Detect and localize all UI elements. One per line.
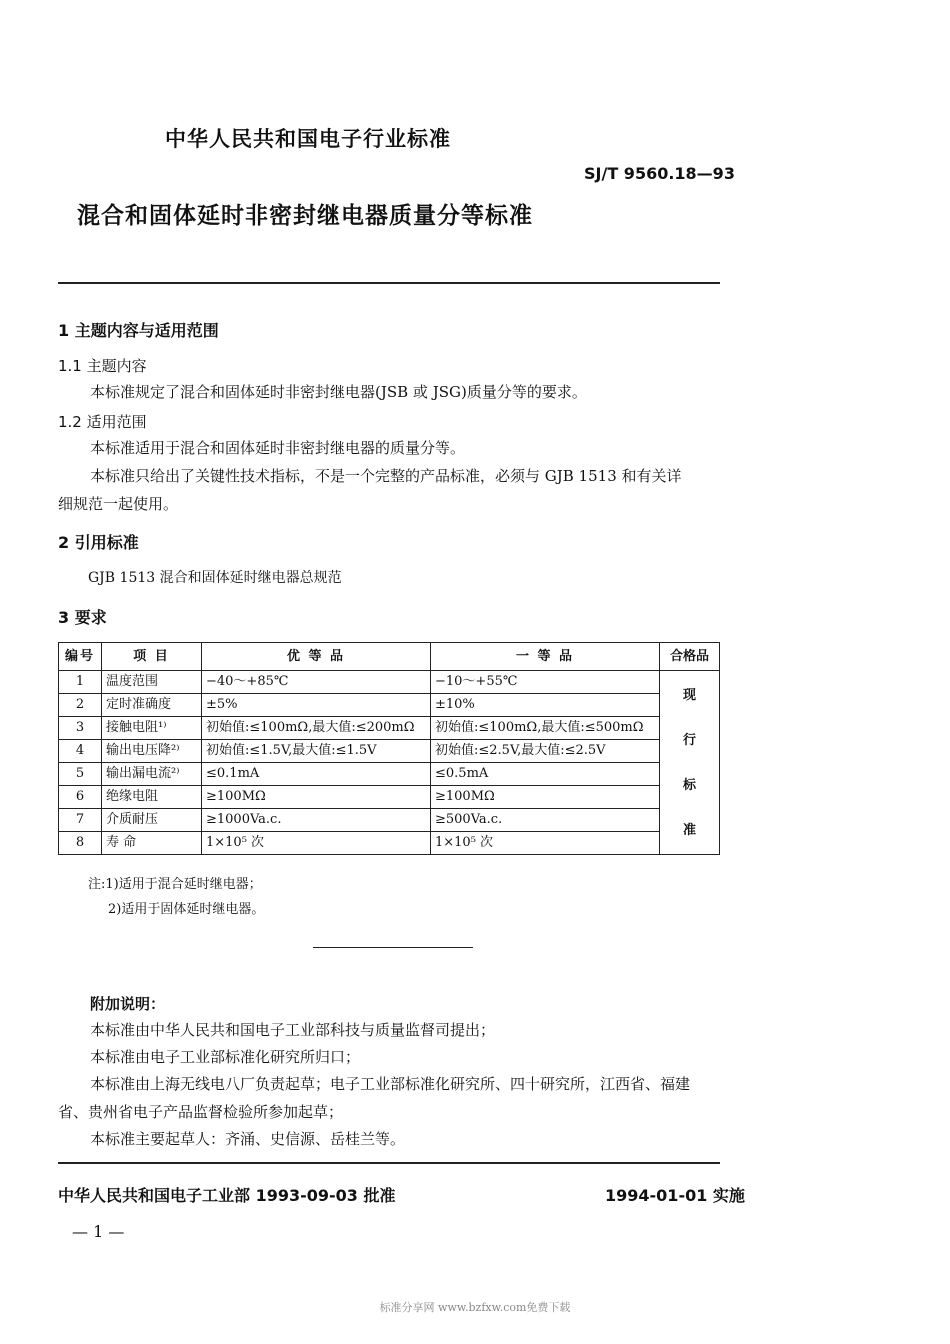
- qualified-char: 行: [682, 732, 696, 748]
- cell-first: ±10%: [431, 694, 660, 717]
- cell-item: 定时准确度: [102, 694, 202, 717]
- section-1-2-heading: 1.2 适用范围: [58, 413, 147, 431]
- header-first-grade: 一 等 品: [431, 643, 660, 671]
- header-premium-grade: 优 等 品: [202, 643, 431, 671]
- additional-notes-title: 附加说明：: [90, 995, 166, 1013]
- cell-premium: 初始值:≤100mΩ,最大值:≤200mΩ: [202, 717, 431, 740]
- effective-date: 1994-01-01 实施: [605, 1186, 745, 1205]
- table-header-row: [59, 643, 720, 671]
- qualified-char: 标: [682, 777, 696, 793]
- cell-first: ≥100MΩ: [431, 786, 660, 809]
- document-title: 混合和固体延时非密封继电器质量分等标准: [77, 203, 533, 229]
- section-3-heading: 3 要求: [58, 608, 107, 627]
- cell-qualified-current-standard: [660, 671, 720, 855]
- table-row: [59, 694, 720, 717]
- cell-first: −10～+55℃: [431, 671, 660, 694]
- cell-number: 6: [59, 786, 102, 809]
- cell-number: 4: [59, 740, 102, 763]
- table-note-1: 注:1)适用于混合延时继电器；: [88, 877, 262, 892]
- additional-line-1: 本标准由中华人民共和国电子工业部科技与质量监督司提出；: [90, 1021, 496, 1039]
- table-row: [59, 740, 720, 763]
- watermark-text: 标准分享网 www.bzfxw.com免费下载: [379, 1301, 571, 1314]
- table-note-2: 2)适用于固体延时继电器。: [108, 902, 265, 917]
- cell-premium: ±5%: [202, 694, 431, 717]
- cell-number: 1: [59, 671, 102, 694]
- approval-date: 中华人民共和国电子工业部 1993-09-03 批准: [58, 1186, 396, 1205]
- section-1-2-text-b: 本标准只给出了关键性技术指标，不是一个完整的产品标准，必须与 GJB 1513 和有关详: [90, 467, 682, 485]
- table-row: [59, 786, 720, 809]
- cell-premium: 初始值:≤1.5V,最大值:≤1.5V: [202, 740, 431, 763]
- page-number: — 1 —: [72, 1222, 125, 1241]
- header-item: 项 目: [102, 643, 202, 671]
- cell-item: 输出电压降²⁾: [102, 740, 202, 763]
- table-row: [59, 763, 720, 786]
- cell-item: 温度范围: [102, 671, 202, 694]
- standard-category-title: 中华人民共和国电子行业标准: [165, 127, 451, 151]
- cell-premium: −40～+85℃: [202, 671, 431, 694]
- additional-line-4: 本标准主要起草人：齐涌、史信源、岳桂兰等。: [90, 1130, 406, 1148]
- additional-line-3b: 省、贵州省电子产品监督检验所参加起草；: [58, 1103, 344, 1121]
- table-row: [59, 832, 720, 855]
- cell-premium: ≥100MΩ: [202, 786, 431, 809]
- requirements-table: [58, 642, 720, 855]
- section-1-1-text: 本标准规定了混合和固体延时非密封继电器(JSB 或 JSG)质量分等的要求。: [90, 383, 587, 401]
- table-row: [59, 671, 720, 694]
- section-1-heading: 1 主题内容与适用范围: [58, 321, 219, 340]
- section-end-divider: [313, 947, 473, 948]
- cell-item: 介质耐压: [102, 809, 202, 832]
- cell-item: 输出漏电流²⁾: [102, 763, 202, 786]
- cell-premium: ≥1000Va.c.: [202, 809, 431, 832]
- section-2-heading: 2 引用标准: [58, 533, 139, 552]
- standard-number: SJ/T 9560.18—93: [584, 164, 735, 183]
- cell-number: 8: [59, 832, 102, 855]
- bottom-divider: [58, 1162, 720, 1164]
- cell-first: 初始值:≤2.5V,最大值:≤2.5V: [431, 740, 660, 763]
- cell-number: 3: [59, 717, 102, 740]
- header-qualified-grade: 合格品: [660, 643, 720, 671]
- qualified-char: 现: [682, 687, 696, 703]
- cell-first: ≥500Va.c.: [431, 809, 660, 832]
- table-row: [59, 717, 720, 740]
- section-1-2-text-c: 细规范一起使用。: [58, 495, 179, 513]
- cell-first: 1×10⁵ 次: [431, 832, 660, 855]
- cell-number: 2: [59, 694, 102, 717]
- section-1-1-heading: 1.1 主题内容: [58, 357, 147, 375]
- cell-number: 7: [59, 809, 102, 832]
- cell-number: 5: [59, 763, 102, 786]
- cell-item: 接触电阻¹⁾: [102, 717, 202, 740]
- qualified-char: 准: [682, 822, 696, 838]
- table-row: [59, 809, 720, 832]
- reference-standard: GJB 1513 混合和固体延时继电器总规范: [88, 570, 342, 586]
- additional-line-2: 本标准由电子工业部标准化研究所归口；: [90, 1048, 361, 1066]
- cell-premium: 1×10⁵ 次: [202, 832, 431, 855]
- cell-premium: ≤0.1mA: [202, 763, 431, 786]
- section-1-2-text-a: 本标准适用于混合和固体延时非密封继电器的质量分等。: [90, 439, 466, 457]
- top-divider: [58, 282, 720, 284]
- cell-first: 初始值:≤100mΩ,最大值:≤500mΩ: [431, 717, 660, 740]
- header-number: 编号: [59, 643, 102, 671]
- cell-first: ≤0.5mA: [431, 763, 660, 786]
- cell-item: 绝缘电阻: [102, 786, 202, 809]
- cell-item: 寿 命: [102, 832, 202, 855]
- additional-line-3a: 本标准由上海无线电八厂负责起草；电子工业部标准化研究所、四十研究所，江西省、福建: [90, 1075, 691, 1093]
